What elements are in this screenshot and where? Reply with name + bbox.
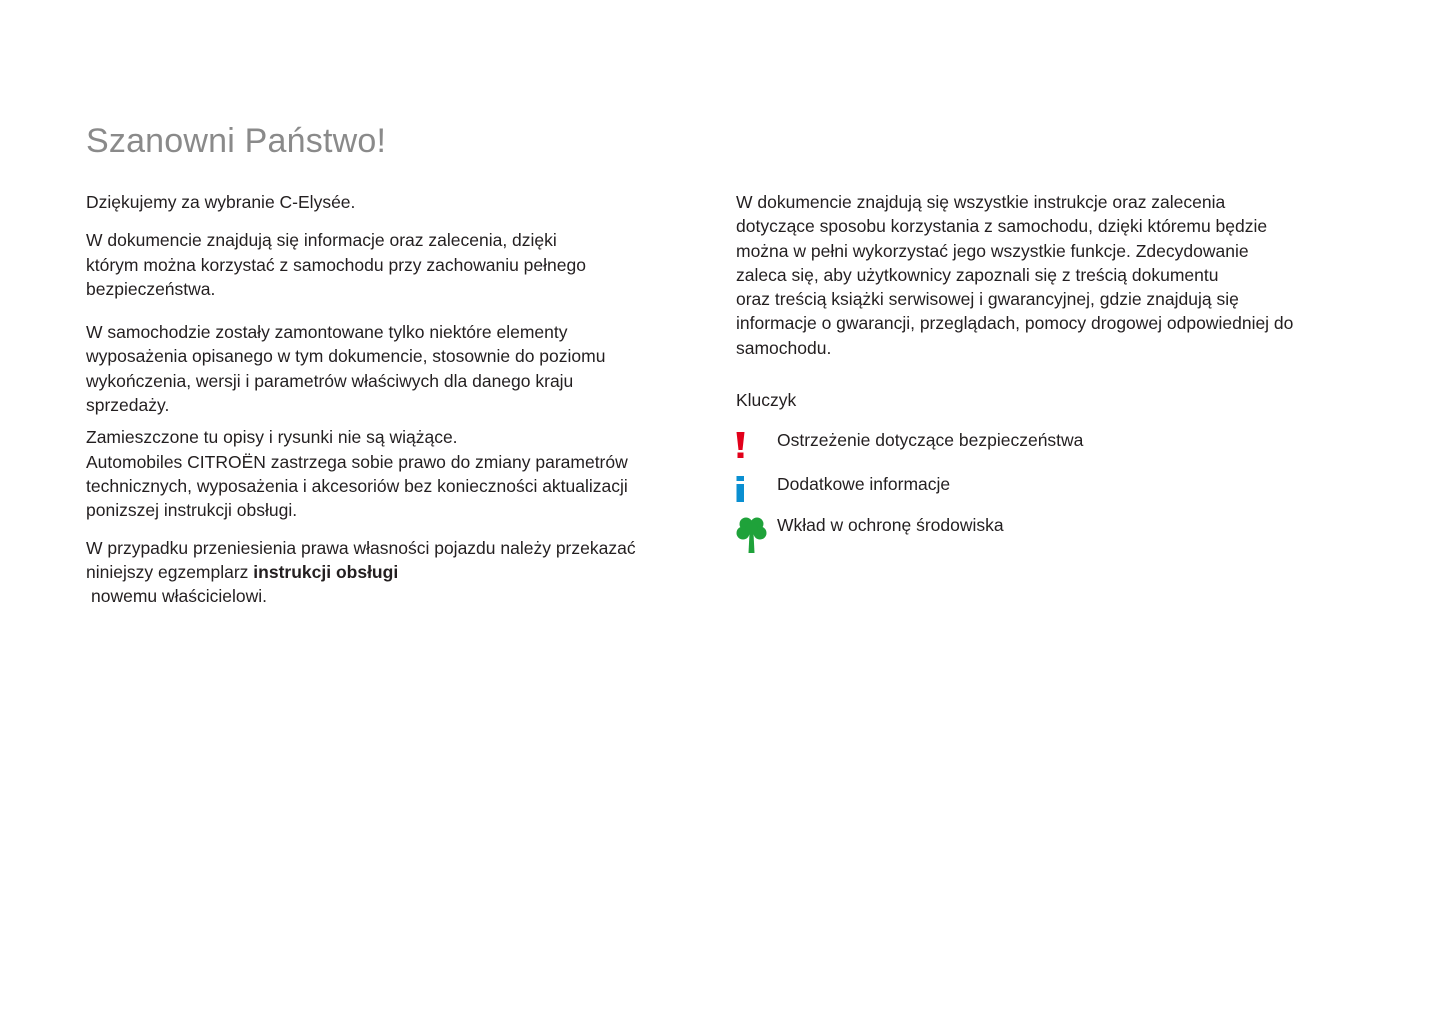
intro-line: W dokumencie znajdują się wszystkie instrukcje oraz zalecenia xyxy=(736,192,1226,212)
warning-exclamation-icon xyxy=(736,428,768,468)
page-title: Szanowni Państwo! xyxy=(86,122,387,160)
legend-label: Wkład w ochronę środowiska xyxy=(777,515,1004,535)
descriptions-line: ponizszej instrukcji obsługi. xyxy=(86,500,298,521)
equipment-line: sprzedaży. xyxy=(86,395,170,416)
legend-title: Kluczyk xyxy=(736,390,797,410)
descriptions-paragraph xyxy=(86,425,696,522)
info-line: którym można korzystać z samochodu przy zachowaniu pełnego xyxy=(86,254,586,275)
info-paragraph xyxy=(86,228,696,301)
transfer-line: W przypadku przeniesienia prawa własności pojazdu należy przekazać xyxy=(86,537,636,558)
intro-line: dotyczące sposobu korzystania z samochodu, dzięki któremu będzie xyxy=(736,216,1268,237)
transfer-line-prefix: niniejszy egzemplarz xyxy=(86,561,254,582)
descriptions-line: Automobiles CITROËN zastrzega sobie prawo do zmiany parametrów xyxy=(86,451,628,472)
left-column xyxy=(86,190,696,608)
intro-line: można w pełni wykorzystać jego wszystkie funkcje. Zdecydowanie xyxy=(736,240,1249,261)
intro-line: samochodu. xyxy=(736,337,832,358)
info-line: W dokumencie znajdują się informacje oraz zalecenia, dzięki xyxy=(86,230,557,251)
legend-label: Ostrzeżenie dotyczące bezpieczeństwa xyxy=(777,430,1084,450)
transfer-line: nowemu właścicielowi. xyxy=(91,586,268,607)
equipment-line: wykończenia, wersji i parametrów właściwych dla danego kraju xyxy=(86,370,574,391)
intro-line: oraz treścią książki serwisowej i gwarancyjnej, gdzie znajdują się xyxy=(736,289,1239,310)
intro-line: zaleca się, aby użytkownicy zapoznali się z treścią dokumentu xyxy=(736,264,1219,285)
manual-emphasis: instrukcji obsługi xyxy=(253,561,399,582)
info-icon xyxy=(736,472,768,512)
right-column xyxy=(736,190,1346,360)
descriptions-line: Zamieszczone tu opisy i rysunki nie są wiążące. xyxy=(86,427,458,448)
legend-label: Dodatkowe informacje xyxy=(777,474,951,494)
legend-item-environment xyxy=(736,513,1236,553)
intro-line: informacje o gwarancji, przeglądach, pomocy drogowej odpowiedniej do xyxy=(736,313,1294,334)
intro-paragraph xyxy=(736,190,1346,360)
legend-item-info xyxy=(736,472,1236,512)
legend-item-warning xyxy=(736,428,1236,468)
equipment-paragraph xyxy=(86,320,696,417)
thanks-paragraph: Dziękujemy za wybranie C-Elysée. xyxy=(86,192,356,212)
transfer-paragraph xyxy=(86,536,696,609)
descriptions-line: technicznych, wyposażenia i akcesoriów bez konieczności aktualizacji xyxy=(86,475,628,496)
equipment-line: wyposażenia opisanego w tym dokumencie, stosownie do poziomu xyxy=(86,346,606,367)
info-line: bezpieczeństwa. xyxy=(86,278,216,299)
equipment-line: W samochodzie zostały zamontowane tylko niektóre elementy xyxy=(86,322,568,343)
tree-icon xyxy=(736,513,768,553)
